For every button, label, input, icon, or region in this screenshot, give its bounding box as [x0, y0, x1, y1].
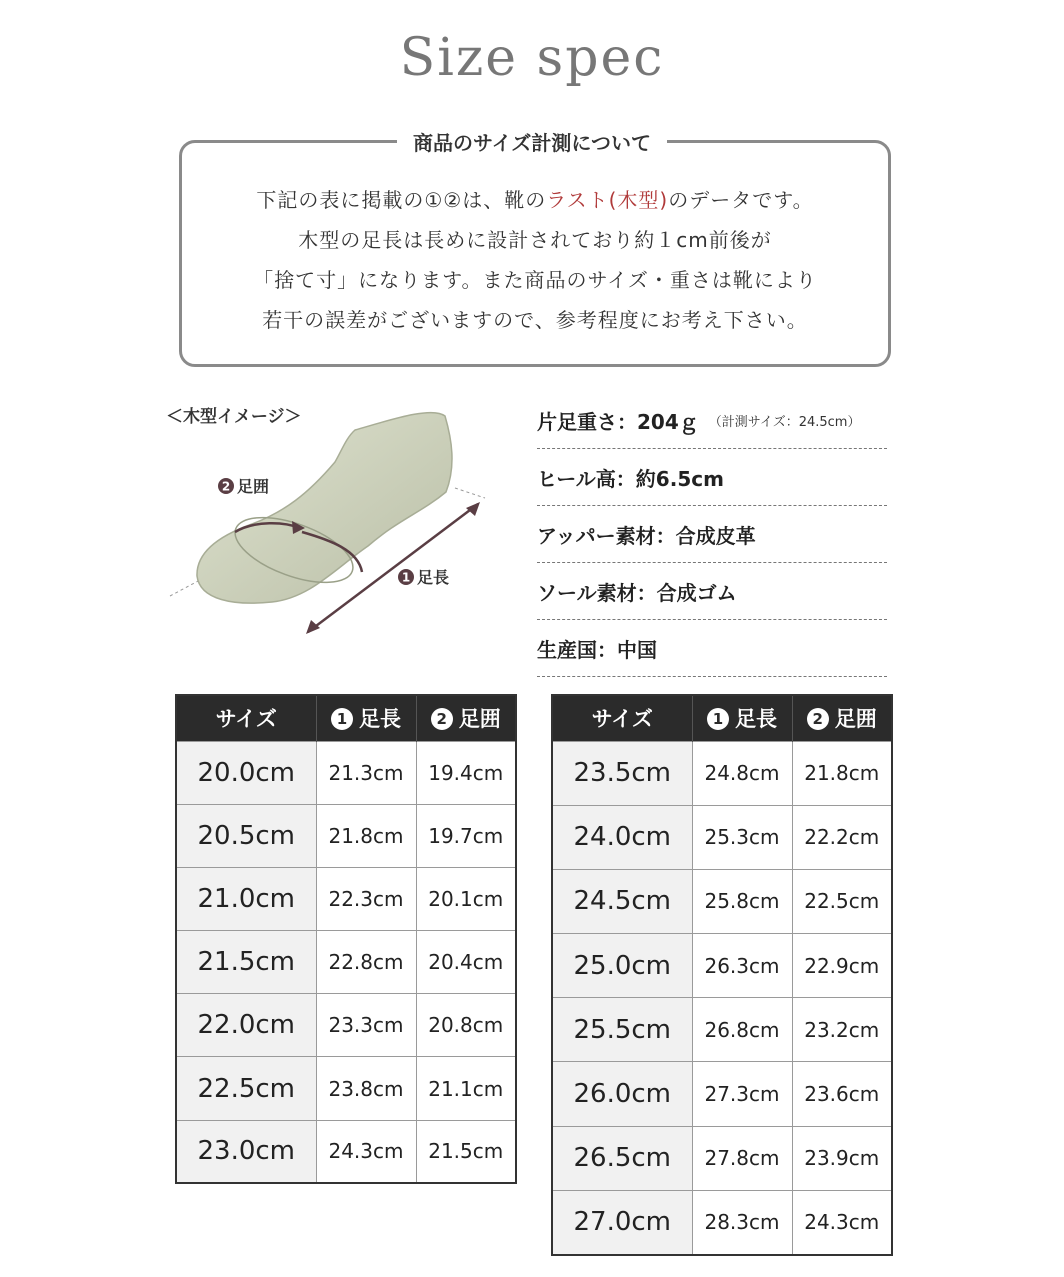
notice-line-1-post: のデータです。 — [668, 188, 814, 212]
cell-girth: 22.9cm — [792, 934, 892, 998]
cell-girth: 24.3cm — [792, 1190, 892, 1254]
spec-weight-label: 片足重さ：204ｇ — [537, 409, 699, 434]
table-row — [552, 741, 892, 805]
cell-length: 25.3cm — [692, 805, 792, 869]
table-row — [552, 1190, 892, 1254]
header-length-label: 足長 — [359, 707, 401, 732]
cell-size: 25.5cm — [552, 998, 692, 1062]
table-row — [552, 805, 892, 869]
cell-length: 23.8cm — [316, 1057, 416, 1120]
cell-length: 27.8cm — [692, 1126, 792, 1190]
table-row — [552, 934, 892, 998]
spec-heel-label: ヒール高：約6.5cm — [537, 466, 724, 491]
cell-size: 22.0cm — [176, 994, 316, 1057]
cell-size: 20.0cm — [176, 741, 316, 804]
table-row — [176, 867, 516, 930]
girth-number-icon: 2 — [807, 708, 829, 730]
cell-girth: 21.5cm — [416, 1120, 516, 1183]
table-row — [176, 994, 516, 1057]
cell-length: 24.3cm — [316, 1120, 416, 1183]
header-length — [316, 695, 416, 741]
cell-size: 21.5cm — [176, 931, 316, 994]
shoe-last-diagram — [160, 400, 500, 660]
header-size: サイズ — [552, 695, 692, 741]
table-body — [176, 741, 516, 1183]
notice-line-4: 若干の誤差がございますので、参考程度にお考え下さい。 — [262, 308, 808, 332]
cell-length: 21.3cm — [316, 741, 416, 804]
spec-weight-note: （計測サイズ：24.5cm） — [708, 414, 861, 430]
table-row — [176, 741, 516, 804]
cell-length: 21.8cm — [316, 804, 416, 867]
cell-size: 24.0cm — [552, 805, 692, 869]
cell-girth: 22.5cm — [792, 869, 892, 933]
cell-girth: 20.4cm — [416, 931, 516, 994]
cell-girth: 23.9cm — [792, 1126, 892, 1190]
table-row — [552, 1126, 892, 1190]
notice-line-3: 「捨て寸」になります。また商品のサイズ・重さは靴により — [253, 268, 817, 292]
length-arrowhead-start — [306, 620, 320, 634]
cell-size: 26.0cm — [552, 1062, 692, 1126]
table-row — [176, 1120, 516, 1183]
size-table-left — [175, 694, 517, 1184]
table-body — [552, 741, 892, 1255]
cell-size: 26.5cm — [552, 1126, 692, 1190]
header-girth — [792, 695, 892, 741]
table-header-row — [552, 695, 892, 741]
table-row — [552, 998, 892, 1062]
length-number: 1 — [401, 570, 411, 585]
length-label: 足長 — [417, 568, 450, 587]
table-header-row — [176, 695, 516, 741]
cell-length: 24.8cm — [692, 741, 792, 805]
spec-origin-label: 生産国：中国 — [537, 637, 657, 662]
length-arrowhead-end — [466, 502, 480, 516]
header-size: サイズ — [176, 695, 316, 741]
cell-length: 28.3cm — [692, 1190, 792, 1254]
spec-upper — [537, 506, 887, 563]
cell-girth: 23.2cm — [792, 998, 892, 1062]
spec-heel — [537, 449, 887, 506]
cell-size: 21.0cm — [176, 867, 316, 930]
cell-size: 24.5cm — [552, 869, 692, 933]
notice-heading-text: 商品のサイズ計測について — [397, 127, 667, 156]
spec-upper-label: アッパー素材：合成皮革 — [537, 523, 756, 548]
cell-girth: 21.1cm — [416, 1057, 516, 1120]
spec-list — [537, 392, 887, 677]
spec-sole-label: ソール素材：合成ゴム — [537, 580, 737, 605]
length-number-icon: 1 — [331, 708, 353, 730]
girth-number: 2 — [221, 479, 231, 494]
cell-girth: 20.1cm — [416, 867, 516, 930]
cell-girth: 21.8cm — [792, 741, 892, 805]
header-length — [692, 695, 792, 741]
spec-sole — [537, 563, 887, 620]
notice-last-highlight: ラスト(木型) — [546, 188, 669, 212]
cell-girth: 22.2cm — [792, 805, 892, 869]
notice-heading — [0, 127, 1064, 156]
cell-size: 23.0cm — [176, 1120, 316, 1183]
cell-size: 23.5cm — [552, 741, 692, 805]
table-row — [552, 869, 892, 933]
page-title: Size spec — [399, 28, 665, 88]
cell-size: 27.0cm — [552, 1190, 692, 1254]
table-row — [552, 1062, 892, 1126]
length-guide-left — [170, 580, 200, 596]
length-number-icon: 1 — [707, 708, 729, 730]
cell-girth: 19.4cm — [416, 741, 516, 804]
cell-length: 22.8cm — [316, 931, 416, 994]
cell-length: 23.3cm — [316, 994, 416, 1057]
table-row — [176, 1057, 516, 1120]
shoe-last-shape — [197, 413, 452, 604]
spec-origin — [537, 620, 887, 677]
girth-label: 足囲 — [237, 477, 270, 496]
cell-girth: 19.7cm — [416, 804, 516, 867]
girth-number-icon: 2 — [431, 708, 453, 730]
notice-line-2: 木型の足長は長めに設計されており約１cm前後が — [298, 228, 772, 252]
size-table-right — [551, 694, 893, 1256]
notice-text — [179, 180, 891, 340]
table-row — [176, 931, 516, 994]
diagram-label: ＜木型イメージ＞ — [166, 407, 302, 427]
notice-line-1 — [179, 180, 891, 220]
header-girth-label: 足囲 — [458, 707, 501, 732]
cell-size: 22.5cm — [176, 1057, 316, 1120]
spec-weight — [537, 392, 887, 449]
notice-line-1-pre: 下記の表に掲載の①②は、靴の — [256, 188, 547, 212]
length-guide-right — [455, 488, 485, 498]
cell-length: 25.8cm — [692, 869, 792, 933]
cell-length: 26.8cm — [692, 998, 792, 1062]
header-girth — [416, 695, 516, 741]
table-row — [176, 804, 516, 867]
header-length-label: 足長 — [735, 707, 777, 732]
header-girth-label: 足囲 — [834, 707, 877, 732]
cell-size: 20.5cm — [176, 804, 316, 867]
cell-girth: 20.8cm — [416, 994, 516, 1057]
cell-girth: 23.6cm — [792, 1062, 892, 1126]
cell-size: 25.0cm — [552, 934, 692, 998]
cell-length: 27.3cm — [692, 1062, 792, 1126]
cell-length: 22.3cm — [316, 867, 416, 930]
cell-length: 26.3cm — [692, 934, 792, 998]
